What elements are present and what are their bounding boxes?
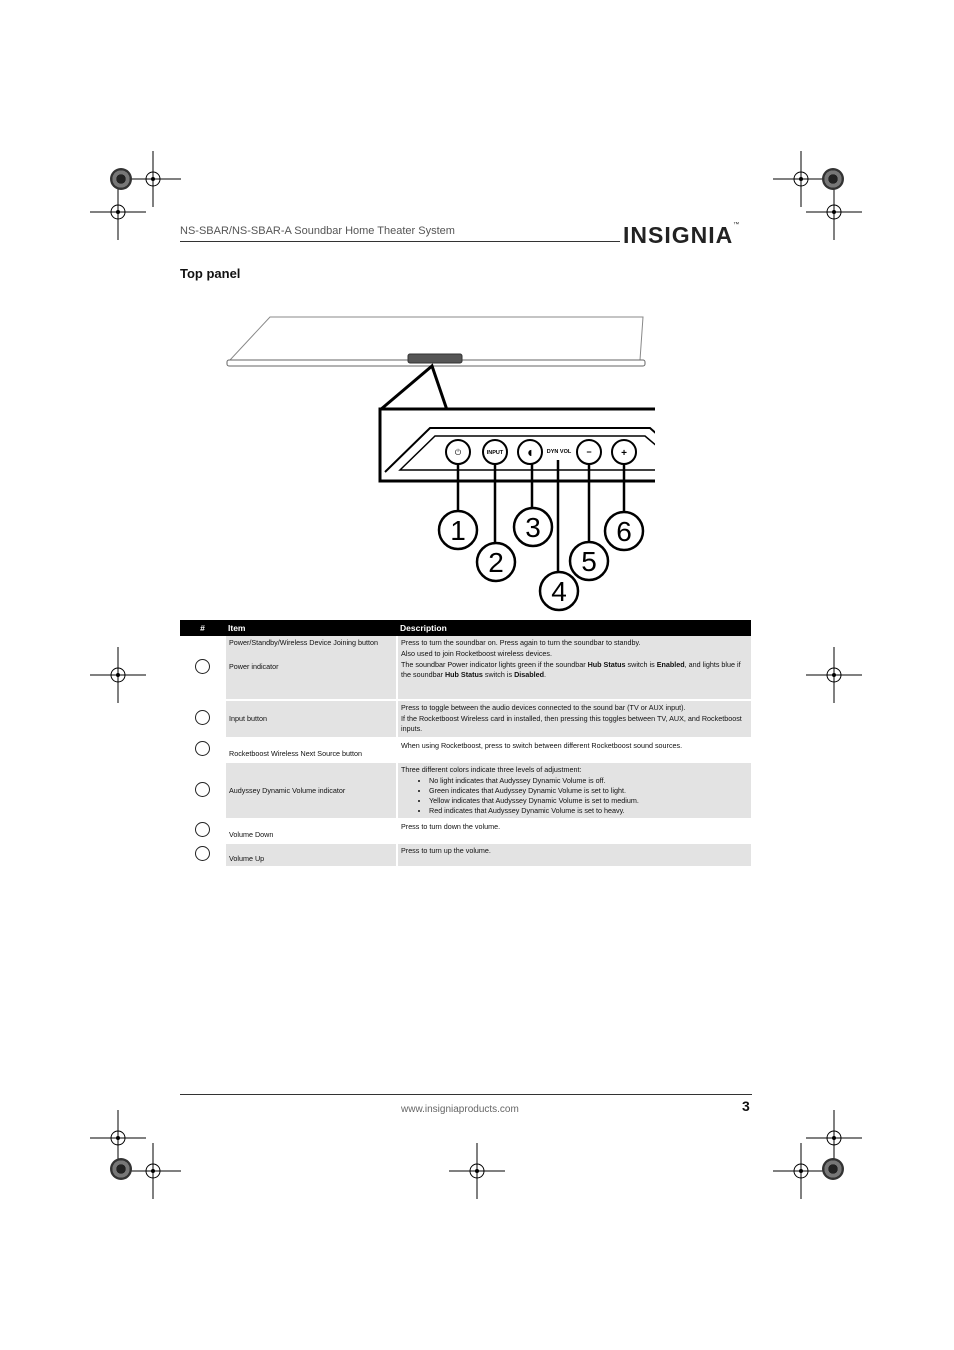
number-circle-icon <box>195 846 210 861</box>
description-text: Three different colors indicate three levels of adjustment: <box>401 765 582 774</box>
item-text: Volume Up <box>229 854 265 863</box>
list-item: • Red indicates that Audyssey Dynamic Volume is set to heavy. <box>429 806 748 816</box>
color-dot-bottom-left <box>110 1158 132 1180</box>
item-text: Rocketboost Wireless Next Source button <box>229 749 363 758</box>
item-cell <box>225 738 397 762</box>
callout-1-number: 1 <box>450 515 466 546</box>
description-cell <box>397 819 751 843</box>
footer-url: www.insigniaproducts.com <box>401 1104 519 1115</box>
column-header-number: # <box>180 620 225 636</box>
callout-6-number: 6 <box>616 516 632 547</box>
description-text: Press to turn down the volume. <box>401 822 501 831</box>
item-text: Input button <box>229 714 267 723</box>
registration-mark-bottom-right-2 <box>773 1143 829 1199</box>
description-text-rich: The soundbar Power indicator lights green if the soundbar Hub Status switch is Enabled, and lights blue if the soundbar Hub Status switch is Disabled. <box>401 660 741 679</box>
row-number-cell <box>180 843 225 866</box>
table-row <box>180 738 751 762</box>
section-title: Top panel <box>180 266 241 281</box>
item-text: Power indicator <box>229 662 279 671</box>
table-row <box>180 819 751 843</box>
list-item: • Green indicates that Audyssey Dynamic Volume is set to light. <box>429 786 748 796</box>
number-circle-icon <box>195 782 210 797</box>
trademark-mark: ™ <box>733 222 741 228</box>
item-text: Power/Standby/Wireless Device Joining button <box>229 638 379 647</box>
column-header-description: Description <box>397 620 751 636</box>
description-cell <box>397 636 751 700</box>
wireless-icon: ◖ <box>527 448 533 457</box>
list-item: • Yellow indicates that Audyssey Dynamic Volume is set to medium. <box>429 796 748 806</box>
power-icon: ⏻ <box>454 448 462 457</box>
callout-pointer <box>380 366 447 410</box>
description-cell <box>397 843 751 866</box>
row-number-cell <box>180 738 225 762</box>
row-number-cell <box>180 636 225 700</box>
header-rule <box>180 241 620 242</box>
callout-5-number: 5 <box>581 546 597 577</box>
registration-mark-bottom-left-2 <box>125 1143 181 1199</box>
number-circle-icon <box>195 710 210 725</box>
callout-3-number: 3 <box>525 512 541 543</box>
item-text: Volume Down <box>229 830 274 839</box>
description-text: Press to turn up the volume. <box>401 846 491 855</box>
header-title: NS-SBAR/NS-SBAR-A Soundbar Home Theater System <box>180 225 455 237</box>
color-dot-top-right <box>822 168 844 190</box>
description-text: Also used to join Rocketboost wireless devices. <box>401 649 553 658</box>
callout-4-number: 4 <box>551 576 567 607</box>
item-cell <box>225 762 397 819</box>
footer-rule <box>180 1094 752 1095</box>
row-number-cell <box>180 762 225 819</box>
registration-mark-top-right-2 <box>806 184 862 240</box>
volume-down-symbol: − <box>586 447 592 457</box>
description-text: When using Rocketboost, press to switch between different Rocketboost sound sources. <box>401 741 683 750</box>
description-cell <box>397 762 751 819</box>
list-item: • No light indicates that Audyssey Dynamic Volume is off. <box>429 776 748 786</box>
item-text: Audyssey Dynamic Volume indicator <box>229 785 346 795</box>
description-cell <box>397 738 751 762</box>
number-circle-icon <box>195 659 210 674</box>
volume-up-symbol: + <box>621 448 627 459</box>
description-text: Press to toggle between the audio devices connected to the sound bar (TV or AUX input). <box>401 703 686 712</box>
table-header-row <box>180 620 751 636</box>
registration-mark-mid-left <box>90 647 146 703</box>
registration-mark-top-left-2 <box>90 184 146 240</box>
number-circle-icon <box>195 741 210 756</box>
item-cell <box>225 636 397 700</box>
table-row <box>180 762 751 819</box>
description-text: Press to turn the soundbar on. Press again to turn the soundbar to standby. <box>401 638 641 647</box>
row-number-cell <box>180 700 225 738</box>
bullet-list <box>401 776 748 816</box>
table-row <box>180 843 751 866</box>
callout-2-number: 2 <box>488 547 504 578</box>
item-cell <box>225 700 397 738</box>
input-button-label: INPUT <box>486 450 504 456</box>
top-panel-figure <box>225 312 655 612</box>
number-circle-icon <box>195 822 210 837</box>
column-header-item: Item <box>225 620 397 636</box>
description-text: If the Rocketboost Wireless card in installed, then pressing this toggles between TV, AUX, and Rocketboost inputs. <box>401 714 742 733</box>
top-panel-table <box>180 620 751 866</box>
item-cell <box>225 819 397 843</box>
page-number: 3 <box>742 1098 750 1114</box>
dyn-vol-label: DYN VOL <box>546 449 572 455</box>
registration-mark-mid-right <box>806 647 862 703</box>
soundbar-control-strip <box>408 354 462 363</box>
row-number-cell <box>180 819 225 843</box>
description-cell <box>397 700 751 738</box>
brand-logo <box>623 222 740 249</box>
item-cell <box>225 843 397 866</box>
registration-mark-bottom-center <box>449 1143 505 1199</box>
brand-logo-text: INSIGNIA <box>623 222 734 248</box>
top-panel-diagram <box>225 312 655 612</box>
color-dot-top-left <box>110 168 132 190</box>
table-row <box>180 700 751 738</box>
color-dot-bottom-right <box>822 1158 844 1180</box>
table-row <box>180 636 751 700</box>
